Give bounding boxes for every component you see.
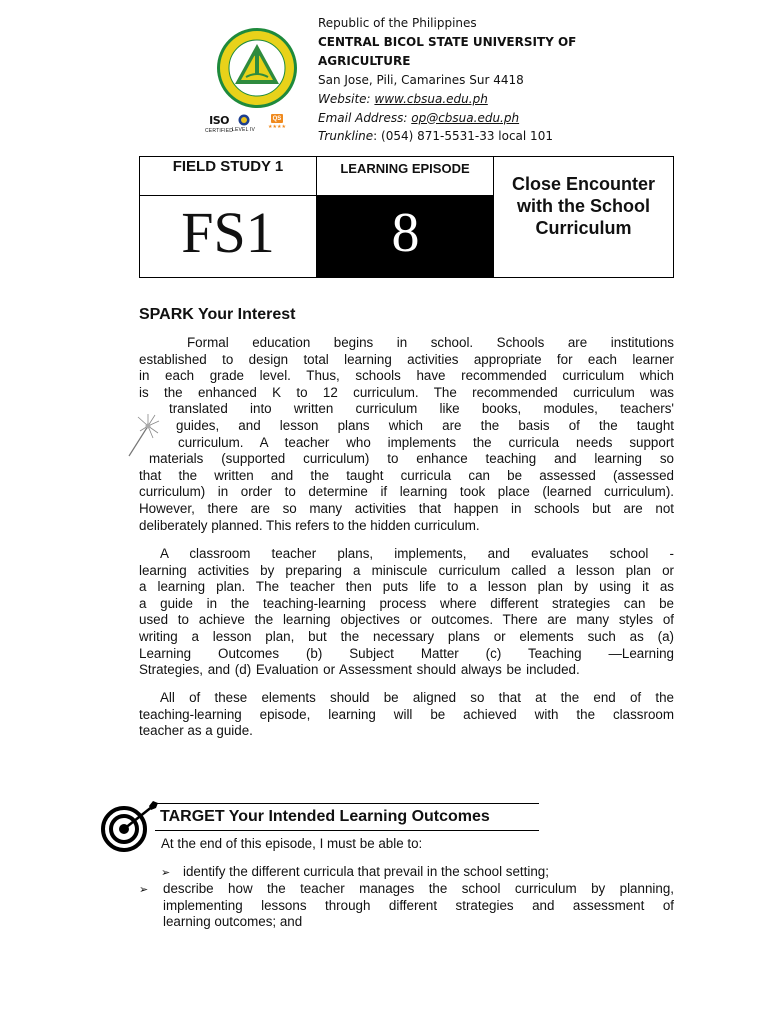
course-label: FIELD STUDY 1 (140, 157, 317, 196)
level-iv-badge (232, 114, 255, 133)
qs-stars-badge (268, 114, 286, 130)
p2-line: used to achieve the learning objectives or outcomes. There are many styles of (139, 612, 674, 628)
outcome-bullet-2 (139, 881, 674, 931)
p2-line: A classroom teacher plans, implements, and evaluates school - (160, 546, 674, 561)
course-code: FS1 (140, 196, 317, 277)
website-sep: : (366, 91, 371, 106)
p2-line: Strategies, and (d) Evaluation or Assessment should always be included. (139, 662, 580, 678)
university-seal-logo (216, 27, 298, 109)
outcome-text: identify the different curricula that prevail in the school setting; (183, 864, 549, 879)
trunkline-line (318, 127, 576, 146)
iso-certified-badge (205, 114, 233, 134)
target-heading-rule-top (155, 803, 539, 804)
spark-heading: SPARK Your Interest (139, 306, 296, 323)
target-intro: At the end of this episode, I must be able to: (161, 836, 423, 851)
email-line (318, 109, 576, 128)
outcome-line: describe how the teacher manages the school curriculum by planning, (163, 881, 674, 896)
target-heading: TARGET Your Intended Learning Outcomes (160, 808, 490, 825)
trunkline-value: : (054) 871-5531-33 local 101 (373, 129, 553, 144)
p2-line: learning activities by preparing a miniscule curriculum called a lesson plan or (139, 562, 674, 578)
target-bullseye-icon (101, 800, 159, 852)
p3-line: All of these elements should be aligned so that at the end of the (160, 690, 674, 705)
university-header (318, 14, 576, 146)
level-iv-emblem-icon (237, 114, 251, 126)
spark-paragraph-2 (139, 546, 674, 679)
email-label: Email Address (318, 110, 404, 125)
website-link[interactable]: www.cbsua.edu.ph (374, 91, 488, 106)
outcome-line: learning outcomes; and (163, 914, 303, 930)
university-name-line2: AGRICULTURE (318, 53, 411, 68)
p2-line: a learning plan. The teacher then puts life to a lesson plan by using it as (139, 579, 674, 595)
outcome-text (163, 881, 674, 931)
topic-line-1: Close Encounter (511, 174, 656, 194)
trunkline-label: Trunkline (318, 129, 374, 144)
episode-topic (494, 157, 673, 277)
iso-caption: CERTIFIED (205, 128, 234, 134)
p1-line: that the written and the taught curricula can be assessed (assessed (139, 467, 674, 483)
qs-mark: QS (272, 115, 282, 122)
arrow-bullet-icon: ➢ (139, 884, 149, 896)
address-line: San Jose, Pili, Camarines Sur 4418 (318, 72, 524, 87)
episode-label: LEARNING EPISODE (317, 157, 494, 196)
p3-line: teacher as a guide. (139, 723, 253, 739)
p1-line: curriculum. A teacher who implements the curricula needs support (178, 434, 674, 450)
p1-line: in each grade level. Thus, schools have recommended curriculum which (139, 368, 674, 384)
p1-line: Formal education begins in school. Schools are institutions (187, 335, 674, 350)
episode-number: 8 (317, 196, 494, 278)
p1-line: is the enhanced K to 12 curriculum. The recommended curriculum was (139, 384, 674, 400)
email-link[interactable]: op@cbsua.edu.ph (411, 110, 520, 125)
p3-line: teaching-learning episode, learning will be achieved with the classroom (139, 706, 674, 722)
title-table (139, 156, 674, 278)
university-name-line1: CENTRAL BICOL STATE UNIVERSITY OF (318, 34, 577, 49)
iso-mark: ISO (209, 114, 229, 127)
arrow-bullet-icon: ➢ (161, 867, 171, 879)
qs-stars: ★★★★ (268, 124, 286, 130)
country-line: Republic of the Philippines (318, 16, 477, 30)
p2-line: Learning Outcomes (b) Subject Matter (c) Teaching —Learning (139, 645, 674, 661)
spark-paragraph-3 (139, 690, 674, 740)
spark-paragraph-1 (139, 335, 674, 534)
p2-line: writing a lesson plan, but the necessary plans or elements such as (a) (139, 628, 674, 644)
website-line (318, 90, 576, 109)
p1-line: guides, and lesson plans which are the basis of the taught (176, 417, 674, 433)
email-sep: : (403, 110, 408, 125)
p1-line: deliberately planned. This refers to the hidden curriculum. (139, 517, 480, 533)
topic-line-3: Curriculum (535, 218, 632, 238)
topic-line-2: with the School (517, 196, 650, 216)
p1-line: However, there are so many activities that happen in schools but are not (139, 500, 674, 516)
target-heading-rule-bottom (155, 830, 539, 831)
p1-line: curriculum) in order to determine if learning took place (learned curriculum). (139, 484, 674, 500)
outcome-line: implementing lessons through different strategies and assessment of (163, 897, 674, 913)
p1-line: translated into written curriculum like books, modules, teachers' (169, 401, 674, 417)
p1-line: established to design total learning activities appropriate for each learner (139, 351, 674, 367)
p1-line: materials (supported curriculum) to enhance teaching and learning so (149, 451, 674, 467)
p2-line: a guide in the teaching-learning process where different strategies can be (139, 595, 674, 611)
level-iv-caption: LEVEL IV (232, 127, 256, 133)
website-label: Website (318, 91, 367, 106)
